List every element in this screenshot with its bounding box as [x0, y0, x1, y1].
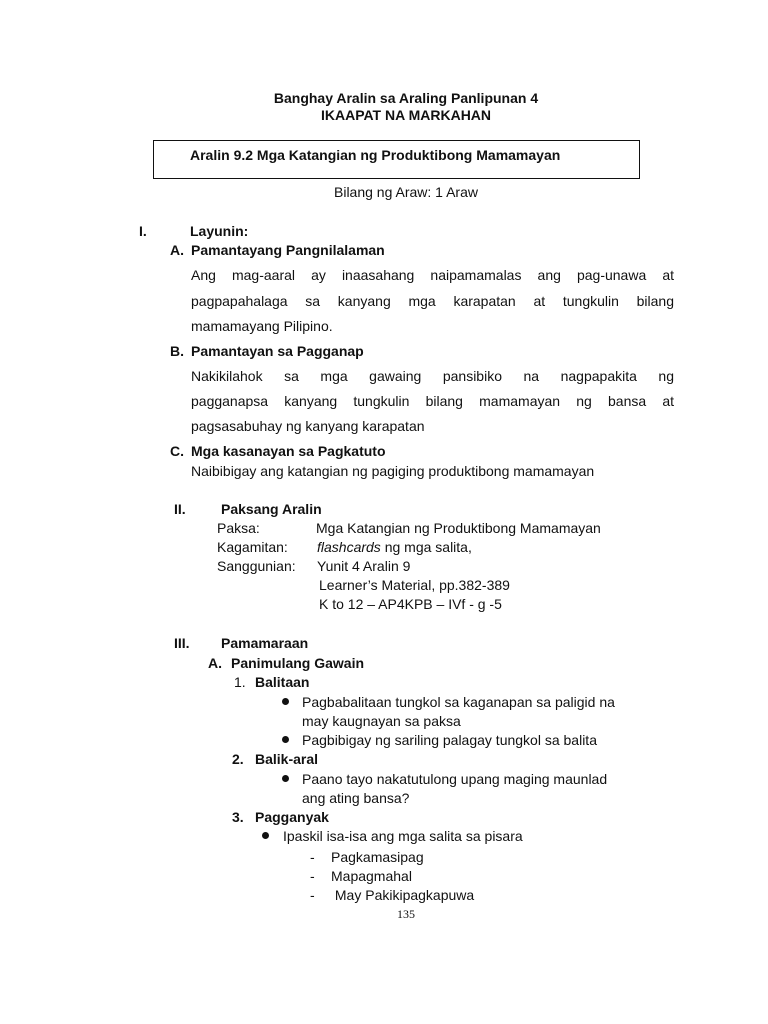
section-1b-title: Pamantayan sa Pagganap	[191, 343, 364, 359]
bullet-icon	[282, 775, 289, 782]
item-1-title: Balitaan	[255, 674, 310, 690]
sanggunian-label: Sanggunian:	[217, 558, 296, 574]
dash-marker: -	[310, 868, 315, 884]
kagamitan-italic: flashcards	[317, 539, 381, 555]
section-1-number: I.	[139, 223, 147, 239]
item-1-number: 1.	[234, 674, 246, 690]
bullet-icon	[262, 832, 269, 839]
sanggunian-value: Yunit 4 Aralin 9	[317, 558, 411, 574]
bullet-text: Pagbibigay ng sariling palagay tungkol sa balita	[302, 732, 597, 748]
section-1b-line: Nakikilahok sa mga gawaing pansibiko na nagpapakita ng	[191, 368, 674, 384]
bullet-text-continued: may kaugnayan sa paksa	[302, 713, 461, 729]
item-3-title: Pagganyak	[255, 809, 329, 825]
bullet-text: Ipaskil isa-isa ang mga salita sa pisara	[283, 828, 523, 844]
section-1b-line: pagganapsa kanyang tungkulin bilang mamamayan ng bansa at	[191, 393, 674, 409]
kagamitan-rest: ng mga salita,	[380, 539, 472, 555]
page-number: 135	[397, 907, 415, 921]
section-3a-title: Panimulang Gawain	[231, 655, 365, 671]
document-subtitle: IKAAPAT NA MARKAHAN	[320, 107, 492, 123]
section-1a-title: Pamantayang Pangnilalaman	[191, 242, 385, 258]
kagamitan-label: Kagamitan:	[217, 539, 288, 555]
section-1a-line: Ang mag-aaral ay inaasahang naipamamalas ang pag-unawa at	[191, 267, 674, 283]
bullet-text-continued: ang ating bansa?	[302, 790, 410, 806]
item-2-number: 2.	[232, 751, 244, 767]
section-3a-label: A.	[208, 655, 222, 671]
section-1b-label: B.	[170, 343, 184, 359]
section-1b-line: pagsasabuhay ng kanyang karapatan	[191, 418, 425, 434]
section-1c-title: Mga kasanayan sa Pagkatuto	[191, 443, 386, 459]
paksa-label: Paksa:	[217, 520, 260, 536]
lesson-title: Aralin 9.2 Mga Katangian ng Produktibong Mamamayan	[190, 147, 561, 163]
item-3-number: 3.	[232, 809, 244, 825]
word-item: Mapagmahal	[331, 868, 412, 884]
dash-marker: -	[310, 887, 315, 903]
word-item: Pagkamasipag	[331, 849, 424, 865]
dash-marker: -	[310, 849, 315, 865]
bullet-text: Pagbabalitaan tungkol sa kaganapan sa paligid na	[302, 694, 615, 710]
item-2-title: Balik-aral	[255, 751, 319, 767]
bullet-icon	[282, 698, 289, 705]
section-1a-line: pagpapahalaga sa kanyang mga karapatan at tungkulin bilang	[191, 293, 674, 309]
section-1-title: Layunin:	[190, 223, 249, 239]
section-1a-line: mamamayang Pilipino.	[191, 318, 333, 334]
bullet-icon	[282, 736, 289, 743]
section-1a-label: A.	[170, 242, 184, 258]
bullet-text: Paano tayo nakatutulong upang maging maunlad	[302, 771, 608, 787]
document-title: Banghay Aralin sa Araling Panlipunan 4	[273, 90, 539, 106]
section-3-title: Pamamaraan	[221, 635, 309, 651]
reference-line: K to 12 – AP4KPB – IVf - g -5	[319, 596, 502, 612]
section-1c-label: C.	[170, 443, 184, 459]
kagamitan-value	[317, 538, 472, 556]
lesson-duration: Bilang ng Araw: 1 Araw	[334, 184, 478, 200]
reference-line: Learner’s Material, pp.382-389	[319, 577, 510, 593]
word-item: May Pakikipagkapuwa	[331, 887, 475, 903]
section-1c-text: Naibibigay ang katangian ng pagiging produktibong mamamayan	[191, 463, 595, 479]
section-3-number: III.	[174, 635, 190, 651]
section-2-title: Paksang Aralin	[221, 501, 322, 517]
section-2-number: II.	[174, 501, 186, 517]
paksa-value: Mga Katangian ng Produktibong Mamamayan	[316, 520, 601, 536]
